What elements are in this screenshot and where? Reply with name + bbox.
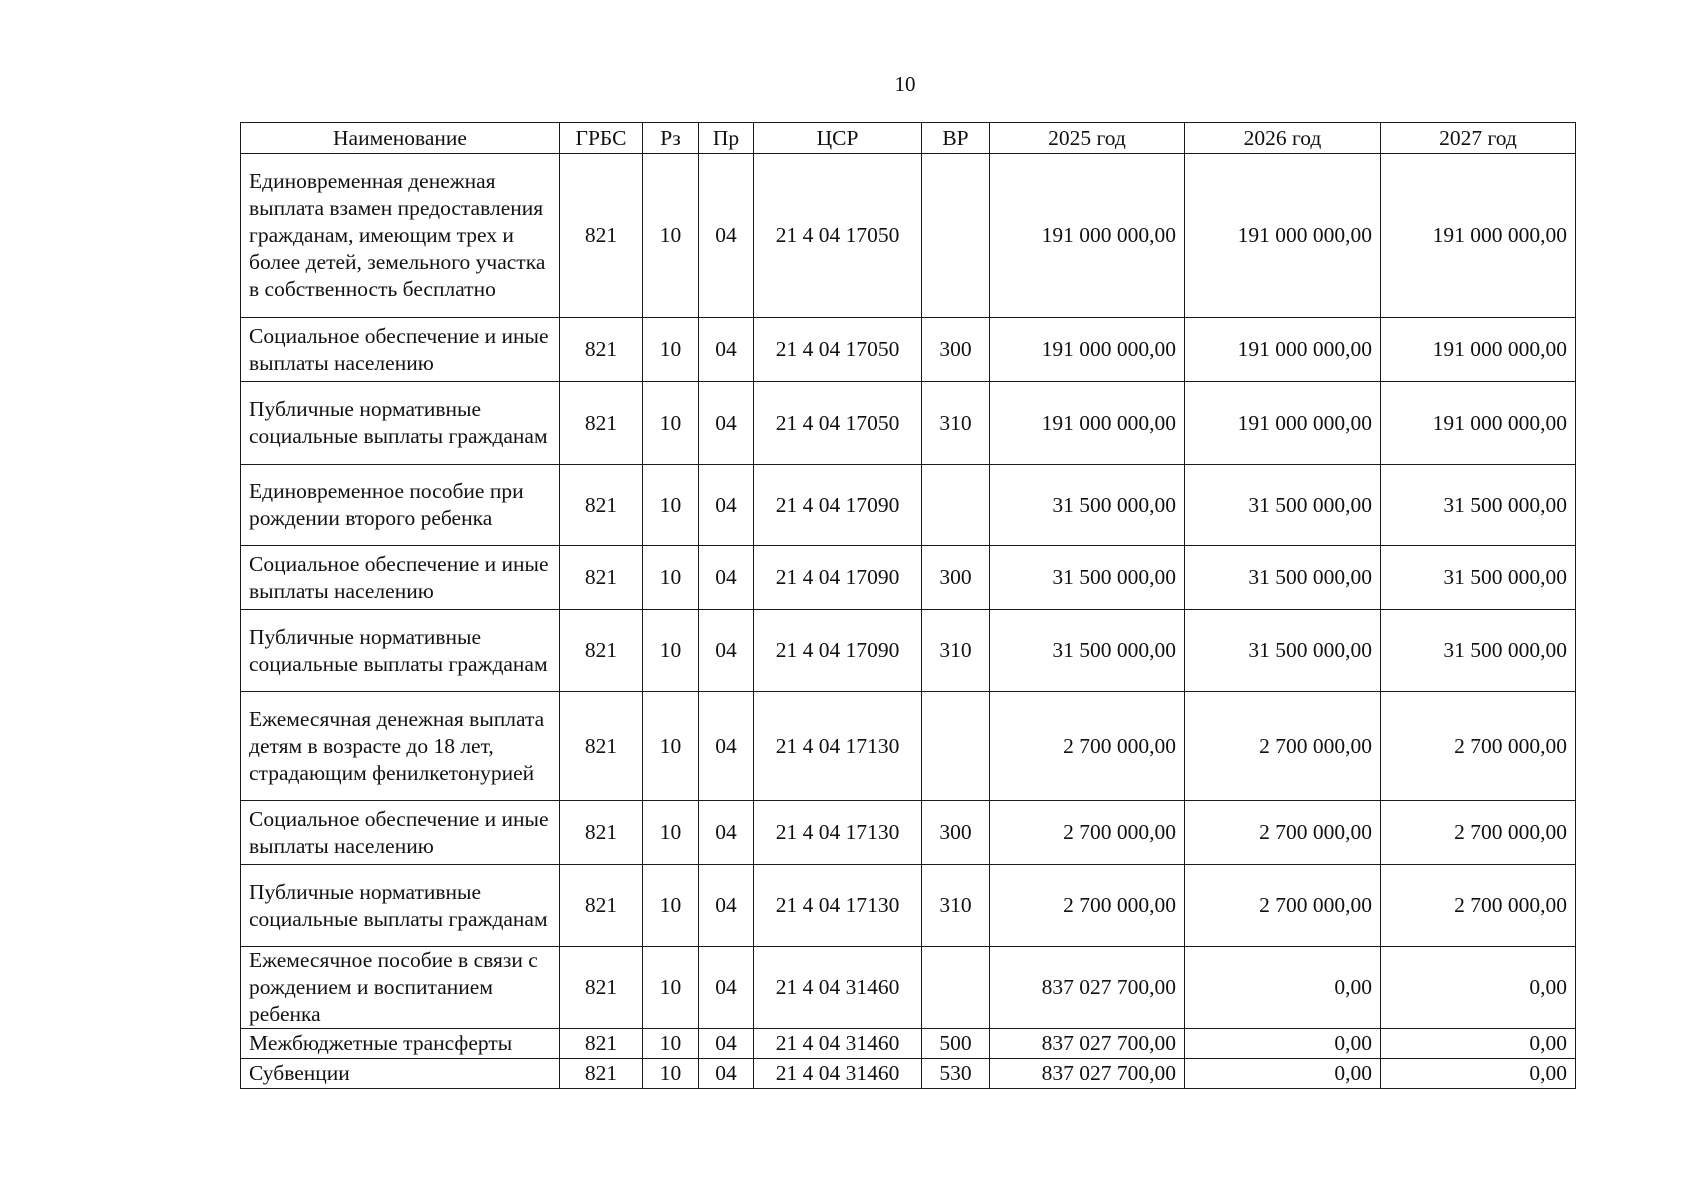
budget-table [240, 122, 1576, 1089]
row-grbs: 821 [560, 546, 643, 610]
row-csr: 21 4 04 17050 [754, 318, 922, 382]
row-amount-2027: 191 000 000,00 [1381, 318, 1576, 382]
row-grbs: 821 [560, 382, 643, 465]
row-pr: 04 [699, 546, 754, 610]
row-amount-2026: 31 500 000,00 [1185, 465, 1381, 546]
row-name: Единовременное пособие при рождении второго ребенка [241, 465, 560, 546]
row-pr: 04 [699, 692, 754, 801]
row-name: Субвенции [241, 1059, 560, 1089]
row-rz: 10 [643, 947, 699, 1029]
row-grbs: 821 [560, 692, 643, 801]
row-amount-2026: 0,00 [1185, 1029, 1381, 1059]
row-amount-2025: 191 000 000,00 [990, 382, 1185, 465]
column-header-2027: 2027 год [1381, 123, 1576, 154]
row-grbs: 821 [560, 1029, 643, 1059]
row-amount-2025: 2 700 000,00 [990, 801, 1185, 865]
column-header-name: Наименование [241, 123, 560, 154]
row-amount-2027: 2 700 000,00 [1381, 801, 1576, 865]
row-amount-2026: 31 500 000,00 [1185, 610, 1381, 692]
column-header-2025: 2025 год [990, 123, 1185, 154]
header-row [241, 123, 1576, 154]
row-amount-2026: 191 000 000,00 [1185, 154, 1381, 318]
row-vr: 300 [922, 546, 990, 610]
row-rz: 10 [643, 1059, 699, 1089]
table-row [241, 546, 1576, 610]
table-row [241, 610, 1576, 692]
table-row [241, 865, 1576, 947]
row-amount-2027: 0,00 [1381, 1029, 1576, 1059]
row-amount-2025: 837 027 700,00 [990, 1059, 1185, 1089]
row-pr: 04 [699, 1059, 754, 1089]
row-vr [922, 692, 990, 801]
row-rz: 10 [643, 154, 699, 318]
row-amount-2025: 837 027 700,00 [990, 1029, 1185, 1059]
row-amount-2025: 2 700 000,00 [990, 865, 1185, 947]
row-amount-2026: 191 000 000,00 [1185, 382, 1381, 465]
row-csr: 21 4 04 17130 [754, 692, 922, 801]
row-amount-2026: 2 700 000,00 [1185, 692, 1381, 801]
row-name: Публичные нормативные социальные выплаты гражданам [241, 865, 560, 947]
row-amount-2027: 31 500 000,00 [1381, 546, 1576, 610]
row-vr [922, 465, 990, 546]
row-amount-2026: 2 700 000,00 [1185, 801, 1381, 865]
row-vr: 530 [922, 1059, 990, 1089]
row-rz: 10 [643, 318, 699, 382]
row-amount-2025: 191 000 000,00 [990, 318, 1185, 382]
row-rz: 10 [643, 801, 699, 865]
row-name: Социальное обеспечение и иные выплаты населению [241, 801, 560, 865]
row-csr: 21 4 04 31460 [754, 1029, 922, 1059]
row-pr: 04 [699, 465, 754, 546]
column-header-vr: ВР [922, 123, 990, 154]
row-amount-2026: 31 500 000,00 [1185, 546, 1381, 610]
row-vr [922, 947, 990, 1029]
row-pr: 04 [699, 801, 754, 865]
row-amount-2027: 2 700 000,00 [1381, 865, 1576, 947]
table-row [241, 947, 1576, 1029]
row-amount-2027: 0,00 [1381, 1059, 1576, 1089]
row-name: Публичные нормативные социальные выплаты гражданам [241, 382, 560, 465]
row-csr: 21 4 04 17090 [754, 610, 922, 692]
row-csr: 21 4 04 17130 [754, 801, 922, 865]
row-rz: 10 [643, 610, 699, 692]
row-grbs: 821 [560, 865, 643, 947]
row-amount-2026: 0,00 [1185, 947, 1381, 1029]
row-amount-2027: 31 500 000,00 [1381, 465, 1576, 546]
row-pr: 04 [699, 154, 754, 318]
row-grbs: 821 [560, 318, 643, 382]
row-grbs: 821 [560, 610, 643, 692]
row-vr [922, 154, 990, 318]
row-name: Ежемесячная денежная выплата детям в возрасте до 18 лет, страдающим фенилкетонурией [241, 692, 560, 801]
row-amount-2026: 2 700 000,00 [1185, 865, 1381, 947]
column-header-csr: ЦСР [754, 123, 922, 154]
row-rz: 10 [643, 692, 699, 801]
row-grbs: 821 [560, 465, 643, 546]
row-amount-2027: 0,00 [1381, 947, 1576, 1029]
row-pr: 04 [699, 318, 754, 382]
row-pr: 04 [699, 947, 754, 1029]
row-rz: 10 [643, 382, 699, 465]
row-grbs: 821 [560, 801, 643, 865]
row-amount-2025: 191 000 000,00 [990, 154, 1185, 318]
table-row [241, 801, 1576, 865]
row-rz: 10 [643, 465, 699, 546]
row-grbs: 821 [560, 947, 643, 1029]
row-pr: 04 [699, 865, 754, 947]
row-amount-2025: 31 500 000,00 [990, 610, 1185, 692]
row-csr: 21 4 04 17090 [754, 465, 922, 546]
row-csr: 21 4 04 17050 [754, 382, 922, 465]
table-row [241, 1029, 1576, 1059]
row-name: Ежемесячное пособие в связи с рождением и воспитанием ребенка [241, 947, 560, 1029]
table-row [241, 692, 1576, 801]
row-name: Единовременная денежная выплата взамен предоставления гражданам, имеющим трех и более детей, земельного участка в собственность бесплатно [241, 154, 560, 318]
table-row [241, 465, 1576, 546]
column-header-2026: 2026 год [1185, 123, 1381, 154]
row-grbs: 821 [560, 154, 643, 318]
row-vr: 300 [922, 801, 990, 865]
row-vr: 310 [922, 610, 990, 692]
row-vr: 310 [922, 865, 990, 947]
row-csr: 21 4 04 17090 [754, 546, 922, 610]
row-pr: 04 [699, 610, 754, 692]
row-name: Социальное обеспечение и иные выплаты населению [241, 318, 560, 382]
column-header-pr: Пр [699, 123, 754, 154]
row-rz: 10 [643, 546, 699, 610]
row-csr: 21 4 04 31460 [754, 947, 922, 1029]
row-csr: 21 4 04 31460 [754, 1059, 922, 1089]
column-header-grbs: ГРБС [560, 123, 643, 154]
row-csr: 21 4 04 17130 [754, 865, 922, 947]
row-vr: 310 [922, 382, 990, 465]
table-row [241, 1059, 1576, 1089]
row-amount-2027: 31 500 000,00 [1381, 610, 1576, 692]
column-header-rz: Рз [643, 123, 699, 154]
row-vr: 300 [922, 318, 990, 382]
row-amount-2027: 2 700 000,00 [1381, 692, 1576, 801]
row-grbs: 821 [560, 1059, 643, 1089]
row-amount-2025: 837 027 700,00 [990, 947, 1185, 1029]
row-pr: 04 [699, 382, 754, 465]
row-amount-2025: 2 700 000,00 [990, 692, 1185, 801]
table-row [241, 318, 1576, 382]
row-amount-2027: 191 000 000,00 [1381, 382, 1576, 465]
row-name: Социальное обеспечение и иные выплаты населению [241, 546, 560, 610]
table-row [241, 382, 1576, 465]
row-rz: 10 [643, 865, 699, 947]
row-amount-2025: 31 500 000,00 [990, 546, 1185, 610]
row-rz: 10 [643, 1029, 699, 1059]
row-name: Публичные нормативные социальные выплаты гражданам [241, 610, 560, 692]
row-amount-2027: 191 000 000,00 [1381, 154, 1576, 318]
row-amount-2025: 31 500 000,00 [990, 465, 1185, 546]
row-amount-2026: 191 000 000,00 [1185, 318, 1381, 382]
page-number: 10 [894, 72, 916, 96]
table-row [241, 154, 1576, 318]
row-amount-2026: 0,00 [1185, 1059, 1381, 1089]
row-csr: 21 4 04 17050 [754, 154, 922, 318]
row-name: Межбюджетные трансферты [241, 1029, 560, 1059]
row-pr: 04 [699, 1029, 754, 1059]
row-vr: 500 [922, 1029, 990, 1059]
